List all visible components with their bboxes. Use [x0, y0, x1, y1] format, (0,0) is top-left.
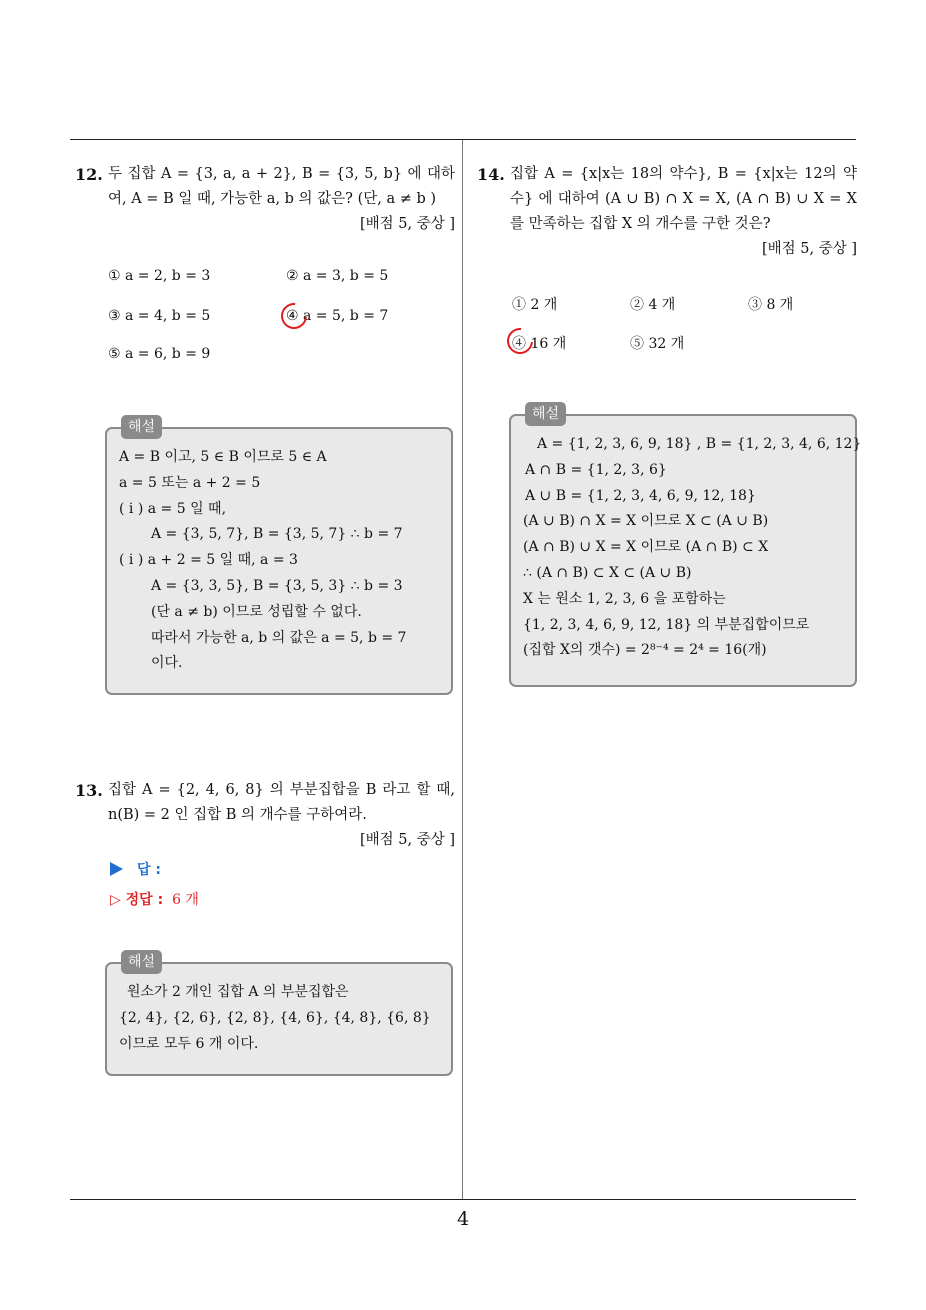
- solution-line: ( i ) a = 5 일 때,: [119, 500, 227, 517]
- answer-area-13: [110, 855, 199, 915]
- bottom-rule: [70, 1199, 856, 1200]
- top-rule: [70, 139, 856, 140]
- solution-line: (A ∪ B) ∩ X = X 이므로 X ⊂ (A ∪ B): [523, 513, 769, 530]
- solution-box-13: [105, 954, 453, 1076]
- question-text: 집합 A = {x|x는 18의 약수}, B = {x|x는 12의 약수} 에 대하여 (A ∪ B) ∩ X = X, (A ∩ B) ∪ X = X 를 만족하는 집합 X 의 개수를 구한 것은?: [510, 166, 857, 232]
- choice-2[interactable]: ② 4 개: [630, 297, 676, 313]
- score-label: [배점 5, 중상 ]: [761, 241, 857, 257]
- question-13: [75, 778, 455, 853]
- question-text: 두 집합 A = {3, a, a + 2}, B = {3, 5, b} 에 대하여, A = B 일 때, 가능한 a, b 의 값은? (단, a ≠ b ): [108, 166, 455, 207]
- solution-line: 이다.: [151, 655, 183, 672]
- solution-tag: 해설: [121, 950, 162, 974]
- correct-value: 6 개: [172, 892, 199, 908]
- solution-line: A ∪ B = {1, 2, 3, 4, 6, 9, 12, 18}: [525, 487, 756, 504]
- choice-4[interactable]: ④ a = 5, b = 7: [286, 308, 389, 324]
- choice-5[interactable]: ⑤ 32 개: [630, 336, 685, 352]
- correct-label: ▷ 정답 :: [110, 892, 164, 908]
- solution-line: ( i ) a + 2 = 5 일 때, a = 3: [119, 552, 298, 569]
- solution-line: (단 a ≠ b) 이므로 성립할 수 없다.: [151, 603, 362, 620]
- column-divider: [462, 140, 463, 1200]
- question-14: [477, 162, 857, 262]
- choice-2[interactable]: ② a = 3, b = 5: [286, 268, 389, 284]
- selected-answer-circle: [502, 323, 539, 360]
- solution-line: X 는 원소 1, 2, 3, 6 을 포함하는: [523, 590, 726, 607]
- solution-box-12: [105, 419, 453, 695]
- solution-line: (집합 X의 갯수) = 2⁸⁻⁴ = 2⁴ = 16(개): [523, 642, 767, 659]
- choice-3[interactable]: ③ 8 개: [748, 297, 794, 313]
- solution-line: {2, 4}, {2, 6}, {2, 8}, {4, 6}, {4, 8}, {6, 8}: [119, 1009, 431, 1026]
- solution-line: {1, 2, 3, 4, 6, 9, 12, 18} 의 부분집합이므로: [523, 616, 810, 633]
- solution-line: A = {1, 2, 3, 6, 9, 18} , B = {1, 2, 3, 4, 6, 12}: [537, 436, 862, 452]
- selected-answer-circle: [276, 298, 313, 335]
- solution-line: a = 5 또는 a + 2 = 5: [119, 474, 261, 491]
- score-label: [배점 5, 중상 ]: [359, 216, 455, 232]
- question-text: 집합 A = {2, 4, 6, 8} 의 부분집합을 B 라고 할 때, n(B) = 2 인 집합 B 의 개수를 구하여라.: [108, 782, 455, 823]
- answer-label: 답 :: [137, 862, 161, 878]
- solution-line: A = {3, 5, 7}, B = {3, 5, 7} ∴ b = 7: [151, 526, 403, 543]
- choice-5[interactable]: ⑤ a = 6, b = 9: [108, 346, 211, 362]
- question-number: 12.: [75, 165, 103, 184]
- solution-line: A ∩ B = {1, 2, 3, 6}: [525, 461, 667, 478]
- solution-line: 원소가 2 개인 집합 A 의 부분집합은: [127, 984, 349, 1000]
- solution-tag: 해설: [525, 402, 566, 426]
- score-label: [배점 5, 중상 ]: [359, 832, 455, 848]
- solution-box-14: [509, 406, 862, 687]
- choice-4[interactable]: ④ 16 개: [512, 336, 567, 352]
- choice-3[interactable]: ③ a = 4, b = 5: [108, 308, 211, 324]
- answer-row: [110, 855, 199, 885]
- play-arrow-icon: [110, 862, 123, 876]
- solution-line: ∴ (A ∩ B) ⊂ X ⊂ (A ∪ B): [523, 564, 692, 581]
- page-number: 4: [456, 1208, 470, 1230]
- question-number: 13.: [75, 781, 103, 800]
- solution-line: A = {3, 3, 5}, B = {3, 5, 3} ∴ b = 3: [151, 577, 403, 594]
- solution-line: 이므로 모두 6 개 이다.: [119, 1035, 259, 1052]
- correct-answer-row: [110, 885, 199, 915]
- choice-1[interactable]: ① a = 2, b = 3: [108, 268, 211, 284]
- question-12: [75, 162, 455, 237]
- solution-line: (A ∩ B) ∪ X = X 이므로 (A ∩ B) ⊂ X: [523, 539, 769, 556]
- solution-line: A = B 이고, 5 ∈ B 이므로 5 ∈ A: [119, 449, 327, 465]
- solution-tag: 해설: [121, 415, 162, 439]
- solution-line: 따라서 가능한 a, b 의 값은 a = 5, b = 7: [151, 629, 407, 646]
- question-number: 14.: [477, 165, 505, 184]
- choice-1[interactable]: ① 2 개: [512, 297, 558, 313]
